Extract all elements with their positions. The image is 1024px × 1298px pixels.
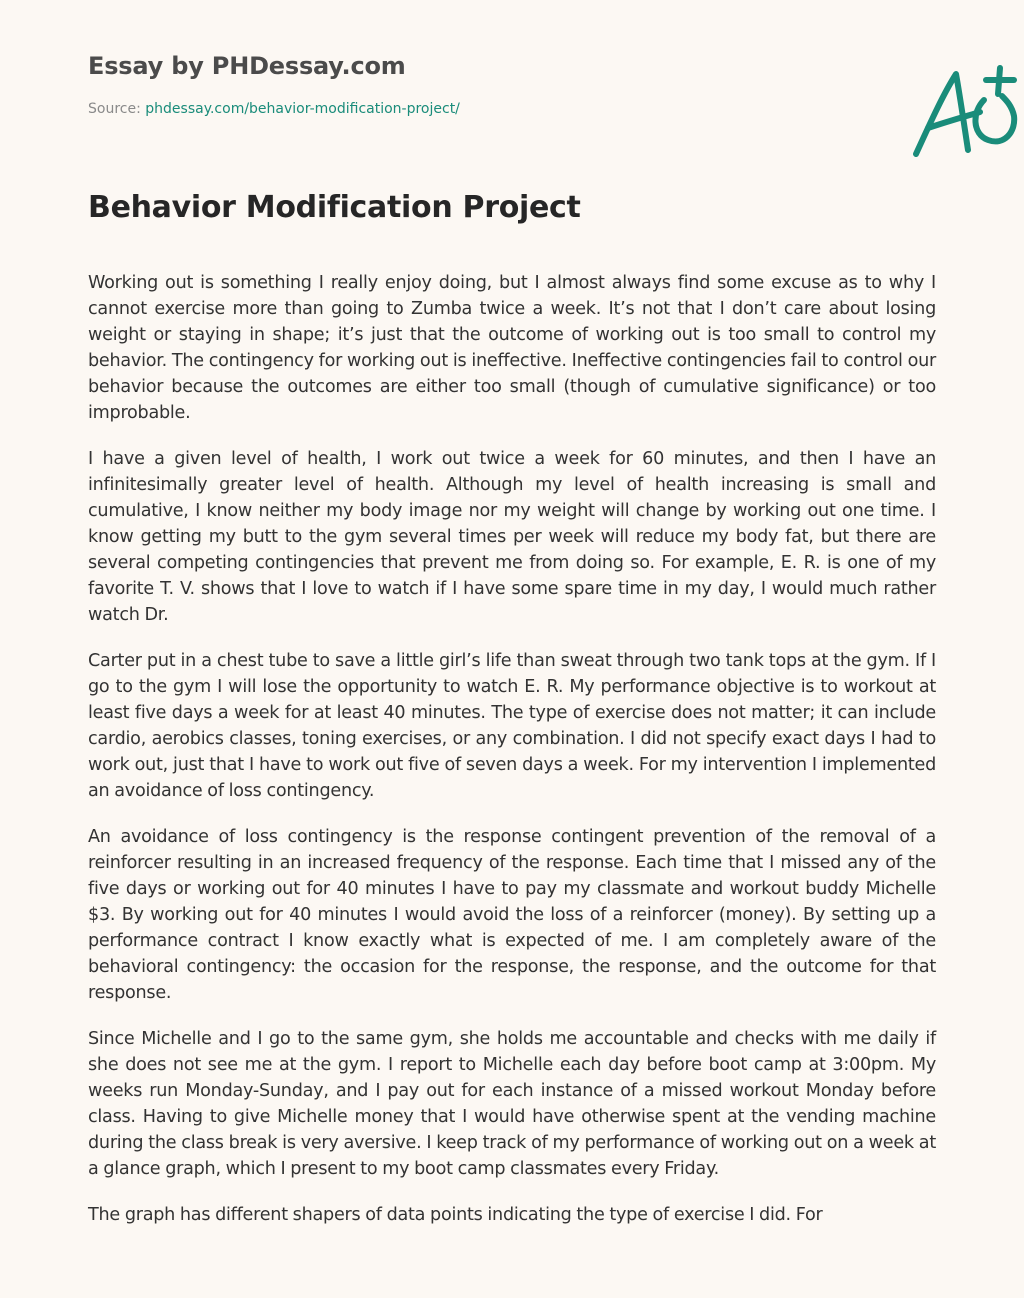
circle-swoosh bbox=[975, 96, 1014, 141]
essay-body bbox=[88, 270, 936, 1248]
source-label: Source: bbox=[88, 101, 141, 117]
essay-paragraph: Since Michelle and I go to the same gym, she holds me accountable and checks with me daily if she does not see me at the gym. I report to Michelle each day before boot camp at 3:00pm. My weeks run Monday-Sunday, and I pay out for each instance of a missed workout Monday before class. Having to give Michelle money that I would have otherwise spent at the vending machine during the class break is very aversive. I keep track of my performance of working out on a week at a glance graph, which I present to my boot camp classmates every Friday. bbox=[88, 1029, 936, 1179]
essay-paragraph: Carter put in a chest tube to save a little girl’s life than sweat through two tank tops at the gym. If I go to the gym I will lose the opportunity to watch E. R. My performance objective is to workout at least five days a week for at least 40 minutes. The type of exercise does not matter; it can include cardio, aerobics classes, toning exercises, or any combination. I did not specify exact days I had to work out, just that I have to work out five of seven days a week. For my intervention I implemented an avoidance of loss contingency. bbox=[88, 651, 936, 801]
site-brand[interactable]: Essay by PHDessay.com bbox=[88, 52, 406, 80]
essay-paragraph: Working out is something I really enjoy doing, but I almost always find some excuse as to why I cannot exercise more than going to Zumba twice a week. It’s not that I don’t care about losing weight or staying in shape; it’s just that the outcome of working out is too small to control my behavior. The contingency for working out is ineffective. Ineffective contingencies fail to control our behavior because the outcomes are either too small (though of cumulative significance) or too improbable. bbox=[88, 273, 936, 423]
essay-paragraph: An avoidance of loss contingency is the response contingent prevention of the removal of a reinforcer resulting in an increased frequency of the response. Each time that I missed any of the five days or working out for 40 minutes I have to pay my classmate and workout buddy Michelle $3. By working out for 40 minutes I would avoid the loss of a reinforcer (money). By setting up a performance contract I know exactly what is expected of me. I am completely aware of the behavioral contingency: the occasion for the response, the response, and the outcome for that response. bbox=[88, 827, 936, 1003]
page-title: Behavior Modification Project bbox=[88, 190, 581, 225]
letter-a-stroke bbox=[916, 74, 968, 154]
essay-paragraph: I have a given level of health, I work out twice a week for 60 minutes, and then I have an infinitesimally greater level of health. Although my level of health increasing is small and cumulative, I know neither my body image nor my weight will change by working out one time. I know getting my butt to the gym several times per week will reduce my body fat, but there are several competing contingencies that prevent me from doing so. For example, E. R. is one of my favorite T. V. shows that I love to watch if I have some spare time in my day, I would much rather watch Dr. bbox=[88, 449, 936, 625]
source-line bbox=[88, 101, 460, 117]
essay-paragraph: The graph has different shapers of data points indicating the type of exercise I did. For bbox=[88, 1205, 823, 1225]
a-plus-grade-icon bbox=[906, 60, 1024, 170]
source-link[interactable]: phdessay.com/behavior-modification-project/ bbox=[145, 101, 460, 117]
